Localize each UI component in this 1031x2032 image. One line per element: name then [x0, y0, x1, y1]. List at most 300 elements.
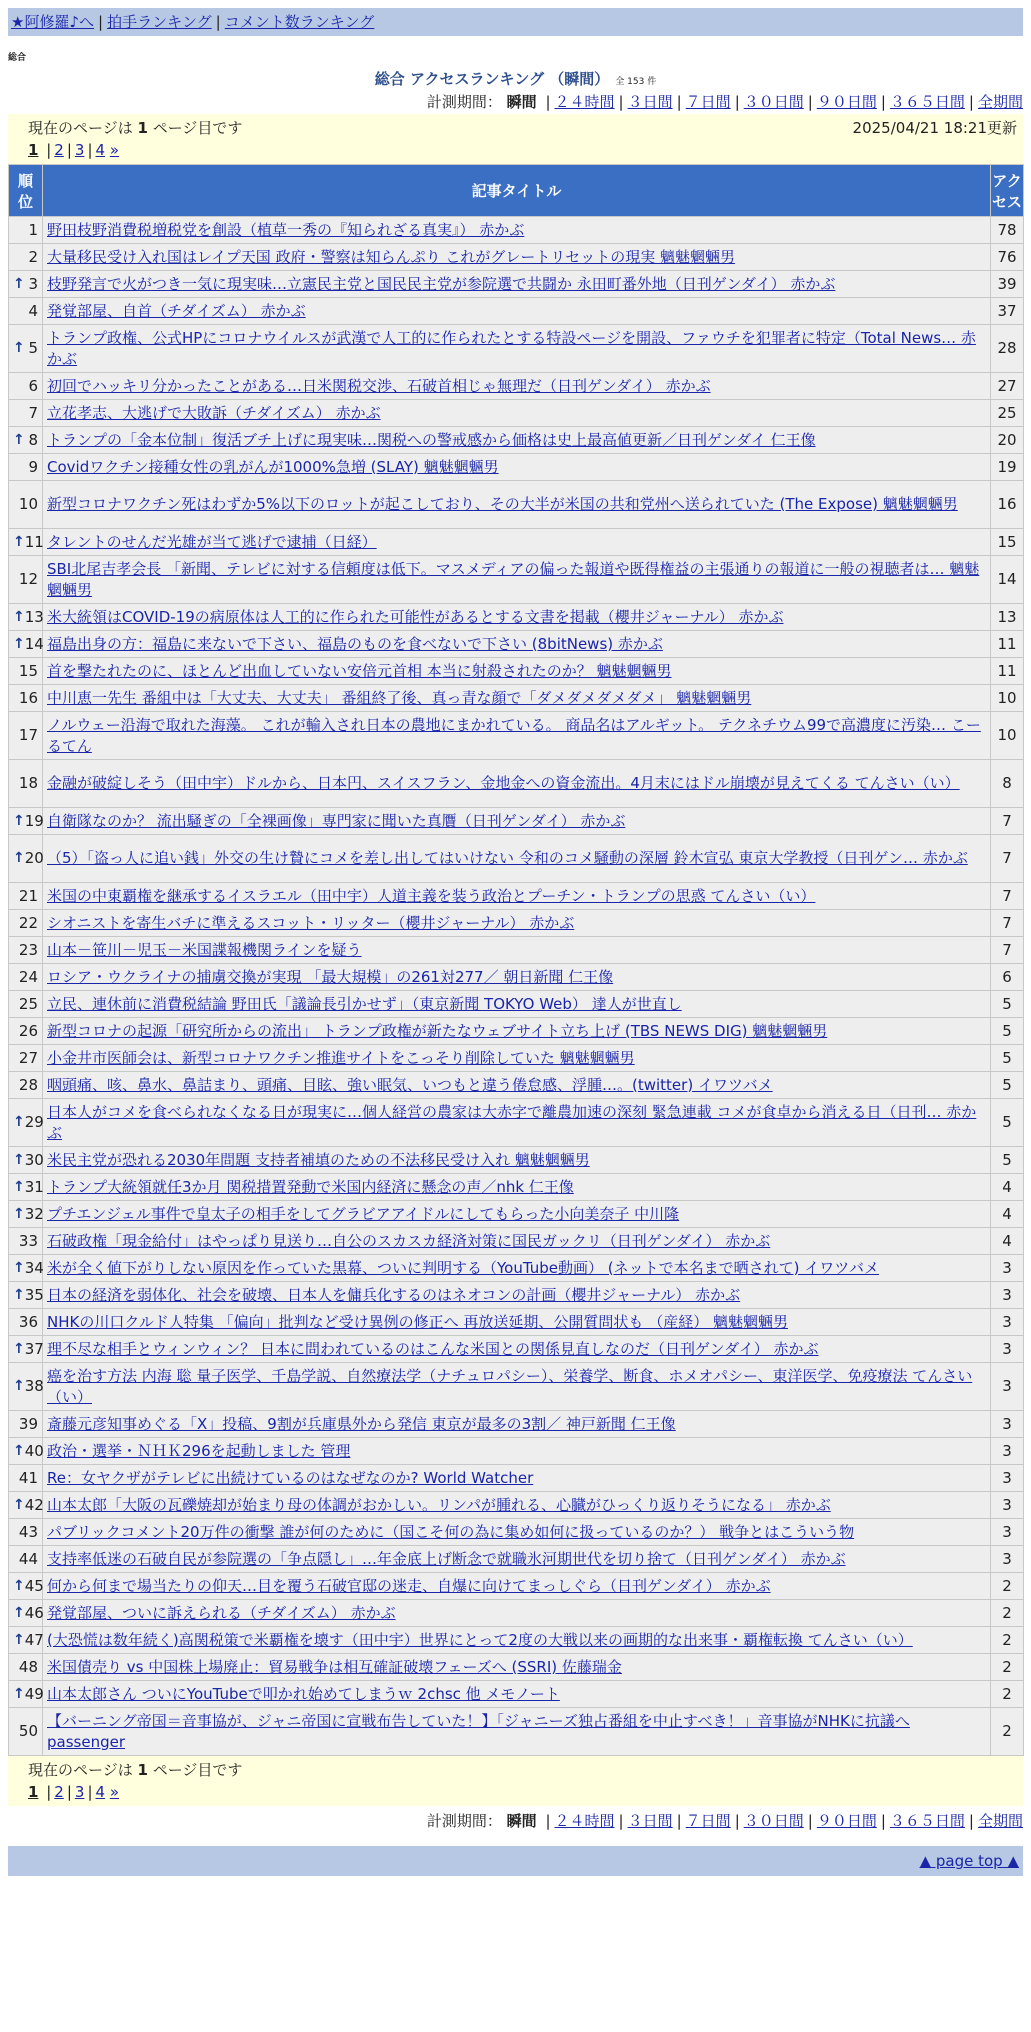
period-separator: | — [807, 1812, 813, 1830]
title-cell — [43, 1228, 991, 1255]
period-link[interactable]: ３０日間 — [743, 93, 804, 111]
updated-timestamp: 2025/04/21 18:21更新 — [852, 119, 1017, 137]
access-count: 4 — [991, 1174, 1024, 1201]
rank-cell — [9, 808, 43, 835]
table-row — [9, 883, 1024, 910]
article-link[interactable]: 日本人がコメを食べられなくなる日が現実に…個人経営の農家は大赤字で離農加速の深刻 緊急連載 コメが食卓から消える日（日刊… 赤かぶ — [47, 1102, 977, 1142]
title-cell — [43, 1654, 991, 1681]
rank-number: 26 — [18, 1021, 38, 1040]
article-link[interactable]: （5）「盗っ人に追い銭」外交の生け贄にコメを差し出してはいけない 令和のコメ騒動の深層 鈴木宣弘 東京大学教授（日刊ゲン… 赤かぶ — [47, 849, 968, 867]
period-separator: | — [676, 93, 682, 111]
title-cell — [43, 1018, 991, 1045]
rank-cell — [9, 1519, 43, 1546]
rank-cell — [9, 910, 43, 937]
article-link[interactable]: 立民、連休前に消費税結論 野田氏「議論長引かせず」（東京新聞 TOKYO Web） 達人が世直し — [47, 994, 682, 1013]
article-link[interactable]: 咽頭痛、咳、鼻水、鼻詰まり、頭痛、目眩、強い眠気、いつもと違う倦怠感、浮腫…。(twitter) イワツバメ — [47, 1075, 773, 1094]
title-cell — [43, 1627, 991, 1654]
period-link[interactable]: ２４時間 — [554, 1812, 615, 1830]
article-link[interactable]: 自衛隊なのか？ 流出騒ぎの「全裸画像」専門家に聞いた真贋（日刊ゲンダイ） 赤かぶ — [47, 811, 626, 830]
next-page-link[interactable]: » — [109, 1783, 120, 1801]
article-link[interactable]: 米民主党が恐れる2030年問題 支持者補填のための不法移民受け入れ 魑魅魍魎男 — [47, 1150, 590, 1169]
article-link[interactable]: NHKの川口クルド人特集 「偏向」批判など受け異例の修正へ 再放送延期、公開質問状も （産経） 魑魅魍魎男 — [47, 1312, 788, 1331]
access-count: 3 — [991, 1492, 1024, 1519]
article-link[interactable]: Covidワクチン接種女性の乳がんが1000%急増 (SLAY) 魑魅魍魎男 — [47, 457, 499, 476]
access-count: 2 — [991, 1708, 1024, 1756]
access-count: 4 — [991, 1228, 1024, 1255]
rank-up-arrow-icon: ↑ — [13, 340, 25, 356]
table-row — [9, 1363, 1024, 1411]
access-count: 2 — [991, 1627, 1024, 1654]
title-cell — [43, 835, 991, 883]
article-link[interactable]: 小金井市医師会は、新型コロナワクチン推進サイトをこっそり削除していた 魑魅魍魎男 — [47, 1048, 635, 1067]
period-link[interactable]: ２４時間 — [554, 93, 615, 111]
table-row — [9, 1147, 1024, 1174]
access-count: 10 — [991, 685, 1024, 712]
rank-number: 12 — [18, 570, 38, 588]
access-count: 2 — [991, 1600, 1024, 1627]
rank-number: 38 — [24, 1377, 44, 1395]
table-row — [9, 1708, 1024, 1756]
page-title: 総合 アクセスランキング （瞬間） — [374, 70, 610, 88]
rank-number: 34 — [24, 1258, 44, 1277]
period-link[interactable]: ３６５日間 — [889, 1812, 965, 1830]
rank-number: 49 — [24, 1684, 44, 1703]
article-link[interactable]: 発覚部屋、自首（チダイズム） 赤かぶ — [47, 301, 306, 320]
rank-cell — [9, 1681, 43, 1708]
page-link[interactable]: 3 — [74, 141, 85, 159]
rank-up-arrow-icon: ↑ — [13, 431, 25, 448]
access-count: 3 — [991, 1546, 1024, 1573]
access-count: 3 — [991, 1255, 1024, 1282]
page-separator: | — [87, 141, 93, 159]
title-cell — [43, 631, 991, 658]
article-link[interactable]: ノルウェー沿海で取れた海藻。 これが輸入され日本の農地にまかれている。 商品名はアルギット。 テクネチウム99で高濃度に汚染… こーるてん — [47, 715, 981, 755]
table-row — [9, 1255, 1024, 1282]
rank-number: 25 — [18, 994, 38, 1013]
article-link[interactable]: トランプ大統領就任3か月 関税措置発動で米国内経済に懸念の声／nhk 仁王像 — [47, 1177, 574, 1196]
table-row — [9, 1228, 1024, 1255]
rank-cell — [9, 1438, 43, 1465]
period-separator: | — [618, 93, 624, 111]
rank-cell — [9, 1174, 43, 1201]
category-label: 総合 — [8, 53, 27, 63]
rank-cell — [9, 244, 43, 271]
period-selector-bottom — [8, 1808, 1023, 1834]
rank-cell — [9, 1600, 43, 1627]
table-row — [9, 1018, 1024, 1045]
title-cell — [43, 910, 991, 937]
table-row — [9, 1438, 1024, 1465]
access-count: 39 — [991, 271, 1024, 298]
rank-cell — [9, 271, 43, 298]
rank-cell — [9, 1363, 43, 1411]
rank-number: 18 — [18, 774, 38, 792]
article-link[interactable]: 初回でハッキリ分かったことがある…日米関税交渉、石破首相じゃ無理だ（日刊ゲンダイ） 赤かぶ — [47, 376, 711, 395]
rank-cell — [9, 760, 43, 808]
table-row — [9, 604, 1024, 631]
title-cell — [43, 1519, 991, 1546]
rank-cell — [9, 427, 43, 454]
period-separator: | — [618, 1812, 624, 1830]
table-row — [9, 1600, 1024, 1627]
table-row — [9, 1573, 1024, 1600]
title-cell — [43, 1600, 991, 1627]
rank-up-arrow-icon: ↑ — [13, 1114, 25, 1130]
rank-number: 27 — [18, 1048, 38, 1067]
rank-number: 43 — [18, 1522, 38, 1541]
title-cell — [43, 481, 991, 529]
title-cell — [43, 1147, 991, 1174]
period-link[interactable]: 全期間 — [977, 1812, 1023, 1830]
access-count: 6 — [991, 964, 1024, 991]
title-cell — [43, 658, 991, 685]
rank-cell — [9, 1228, 43, 1255]
rank-cell — [9, 325, 43, 373]
article-link[interactable]: トランプの「金本位制」復活ブチ上げに現実味…関税への警戒感から価格は史上最高値更新／日刊ゲンダイ 仁王像 — [47, 430, 816, 449]
table-row — [9, 1681, 1024, 1708]
pagination — [28, 1781, 1017, 1803]
period-link[interactable]: ９０日間 — [816, 1812, 877, 1830]
rank-column-header: 順 位 — [9, 165, 43, 217]
page-link[interactable]: 4 — [95, 141, 106, 159]
rank-up-arrow-icon: ↑ — [13, 1259, 25, 1276]
period-separator: | — [676, 1812, 682, 1830]
rank-number: 9 — [28, 457, 38, 476]
access-count: 28 — [991, 325, 1024, 373]
rank-cell — [9, 631, 43, 658]
rank-number: 46 — [24, 1603, 44, 1622]
page-top-link[interactable]: ▲ page top ▲ — [919, 1852, 1019, 1870]
access-count: 11 — [991, 631, 1024, 658]
article-link[interactable]: 中川恵一先生 番組中は「大丈夫、大丈夫」 番組終了後、真っ青な顔で「ダメダメダメダメ」 魑魅魍魎男 — [47, 688, 752, 707]
title-cell — [43, 1465, 991, 1492]
title-cell — [43, 1411, 991, 1438]
access-count: 5 — [991, 1099, 1024, 1147]
article-link[interactable]: タレントのせんだ光雄が当て逃げで逮捕（日経） — [47, 532, 377, 551]
article-link[interactable]: 新型コロナワクチン死はわずか5%以下のロットが起こしており、その大半が米国の共和党州へ送られていた (The Expose) 魑魅魍魎男 — [47, 495, 958, 513]
article-link[interactable]: 政治・選挙・ＮＨＫ296を起動しました 管理 — [47, 1441, 351, 1460]
rank-cell — [9, 1072, 43, 1099]
rank-cell — [9, 400, 43, 427]
article-link[interactable]: SBI北尾吉孝会長 「新聞、テレビに対する信頼度は低下。マスメディアの偏った報道や既得権益の主張通りの報道に一般の視聴者は… 魑魅魍魎男 — [47, 559, 980, 599]
rank-cell — [9, 1201, 43, 1228]
rank-number: 20 — [24, 849, 44, 867]
title-cell — [43, 271, 991, 298]
article-link[interactable]: 米が全く値下がりしない原因を作っていた黒幕、ついに判明する（YouTube動画） (ネットで本名まで晒されて) イワツバメ — [47, 1258, 879, 1277]
table-row — [9, 400, 1024, 427]
rank-up-arrow-icon: ↑ — [13, 1286, 25, 1303]
table-row — [9, 244, 1024, 271]
access-count: 3 — [991, 1411, 1024, 1438]
rank-cell — [9, 529, 43, 556]
rank-cell — [9, 373, 43, 400]
access-count: 14 — [991, 556, 1024, 604]
article-link[interactable]: 野田枝野消費税増税党を創設（植草一秀の『知られざる真実』） 赤かぶ — [47, 220, 525, 239]
title-cell — [43, 1099, 991, 1147]
pager-bottom — [8, 1756, 1023, 1806]
period-link[interactable]: ３日間 — [627, 1812, 673, 1830]
article-link[interactable]: 斎藤元彦知事めぐる「X」投稿、9割が兵庫県外から発信 東京が最多の3割／ 神戸新聞 仁王像 — [47, 1414, 676, 1433]
title-cell — [43, 1255, 991, 1282]
table-row — [9, 1336, 1024, 1363]
access-count: 3 — [991, 1282, 1024, 1309]
rank-cell — [9, 1546, 43, 1573]
article-link[interactable]: 新型コロナの起源「研究所からの流出」 トランプ政権が新たなウェブサイト立ち上げ (TBS NEWS DIG) 魑魅魍魎男 — [47, 1021, 828, 1040]
table-row — [9, 964, 1024, 991]
period-link[interactable]: ３６５日間 — [889, 93, 965, 111]
table-row — [9, 1072, 1024, 1099]
access-count: 8 — [991, 760, 1024, 808]
period-separator: | — [807, 93, 813, 111]
rank-number: 36 — [18, 1312, 38, 1331]
access-count: 4 — [991, 1201, 1024, 1228]
page-separator: | — [46, 1783, 52, 1801]
access-count: 5 — [991, 991, 1024, 1018]
rank-cell — [9, 1147, 43, 1174]
table-row — [9, 427, 1024, 454]
article-link[interactable]: 山本太郎さん ついにYouTubeで叩かれ始めてしまうｗ 2chsc 他 メモノート — [47, 1684, 560, 1703]
table-row — [9, 1654, 1024, 1681]
period-link[interactable]: 全期間 — [977, 93, 1023, 111]
article-link[interactable]: 癌を治す方法 内海 聡 量子医学、千島学説、自然療法学（ナチュロパシー）、栄養学、断食、ホメオパシー、東洋医学、免疫療法 てんさい（い） — [47, 1366, 973, 1406]
top-nav — [8, 8, 1023, 36]
period-link[interactable]: ３日間 — [627, 93, 673, 111]
access-count: 3 — [991, 1336, 1024, 1363]
article-link[interactable]: 米大統領はCOVID-19の病原体は人工的に作られた可能性があるとする文書を掲載（櫻井ジャーナル） 赤かぶ — [47, 607, 784, 626]
rank-cell — [9, 1099, 43, 1147]
page-separator: | — [46, 141, 52, 159]
rank-cell — [9, 481, 43, 529]
rank-number: 5 — [28, 339, 38, 357]
table-row — [9, 1465, 1024, 1492]
ranking-heading — [8, 68, 1023, 90]
rank-cell — [9, 658, 43, 685]
ranking-table — [8, 164, 1024, 1756]
page-link[interactable]: 4 — [95, 1783, 106, 1801]
page-link[interactable]: 2 — [54, 141, 64, 159]
access-count: 2 — [991, 1654, 1024, 1681]
access-count: 78 — [991, 217, 1024, 244]
title-cell — [43, 1438, 991, 1465]
rank-up-arrow-icon: ↑ — [13, 533, 25, 550]
next-page-link[interactable]: » — [109, 141, 120, 159]
footer-bar — [8, 1846, 1023, 1876]
period-selector-top — [8, 90, 1023, 114]
rank-up-arrow-icon: ↑ — [13, 1378, 25, 1394]
article-link[interactable]: シオニストを寄生バチに準えるスコット・リッター（櫻井ジャーナル） 赤かぶ — [47, 913, 575, 932]
rank-cell — [9, 1282, 43, 1309]
rank-up-arrow-icon: ↑ — [13, 608, 25, 625]
access-count: 20 — [991, 427, 1024, 454]
rank-number: 24 — [18, 967, 38, 986]
article-link[interactable]: 枝野発言で火がつき一気に現実味…立憲民主党と国民民主党が参院選で共闘か 永田町番外地（日刊ゲンダイ） 赤かぶ — [47, 274, 836, 293]
rank-cell — [9, 883, 43, 910]
rank-number: 37 — [24, 1339, 44, 1358]
rank-cell — [9, 1492, 43, 1519]
rank-number: 4 — [28, 301, 38, 320]
table-row — [9, 271, 1024, 298]
title-cell — [43, 1363, 991, 1411]
nav-link-applause-ranking[interactable]: 拍手ランキング — [107, 13, 212, 31]
rank-up-arrow-icon: ↑ — [13, 1577, 25, 1594]
access-count: 3 — [991, 1465, 1024, 1492]
title-cell — [43, 373, 991, 400]
nav-link-comment-ranking[interactable]: コメント数ランキング — [224, 13, 375, 31]
rank-cell — [9, 1465, 43, 1492]
rank-up-arrow-icon: ↑ — [13, 850, 25, 866]
rank-cell — [9, 685, 43, 712]
article-link[interactable]: 【バーニング帝国＝音事協が、ジャニ帝国に宣戦布告していた！】「ジャニーズ独占番組を中止すべき！」音事協がNHKに抗議へ passenger — [47, 1711, 910, 1751]
title-cell — [43, 1282, 991, 1309]
rank-up-arrow-icon: ↑ — [13, 1151, 25, 1168]
period-link[interactable]: ３０日間 — [743, 1812, 804, 1830]
table-row — [9, 835, 1024, 883]
page-separator: | — [66, 141, 72, 159]
access-column-header: アク セス — [991, 165, 1024, 217]
article-link[interactable]: 大量移民受け入れ国はレイプ天国 政府・警察は知らんぷり これがグレートリセットの現実 魑魅魍魎男 — [47, 247, 735, 266]
rank-number: 10 — [18, 495, 38, 513]
title-cell — [43, 298, 991, 325]
rank-cell — [9, 1654, 43, 1681]
rank-number: 14 — [24, 634, 44, 653]
article-link[interactable]: 理不尽な相手とウィンウィン？ 日本に問われているのはこんな米国との関係見直しなのだ（日刊ゲンダイ） 赤かぶ — [47, 1339, 819, 1358]
page-link[interactable]: 3 — [74, 1783, 85, 1801]
rank-cell — [9, 1045, 43, 1072]
table-row — [9, 1519, 1024, 1546]
article-link[interactable]: 日本の経済を弱体化、社会を破壊、日本人を傭兵化するのはネオコンの計画（櫻井ジャーナル） 赤かぶ — [47, 1285, 741, 1304]
article-link[interactable]: 石破政権「現金給付」はやっぱり見送り…自公のスカスカ経済対策に国民ガックリ（日刊ゲンダイ） 赤かぶ — [47, 1231, 771, 1250]
rank-cell — [9, 1255, 43, 1282]
article-link[interactable]: 立花孝志、大逃げで大敗訴（チダイズム） 赤かぶ — [47, 403, 381, 422]
table-row — [9, 1201, 1024, 1228]
period-separator: | — [734, 93, 740, 111]
article-link[interactable]: 何から何まで場当たりの仰天…目を覆う石破官邸の迷走、自爆に向けてまっしぐら（日刊ゲンダイ） 赤かぶ — [47, 1576, 771, 1595]
access-count: 10 — [991, 712, 1024, 760]
table-row — [9, 481, 1024, 529]
period-link[interactable]: ９０日間 — [816, 93, 877, 111]
table-row — [9, 1174, 1024, 1201]
table-row — [9, 631, 1024, 658]
title-cell — [43, 1045, 991, 1072]
period-current: 瞬間 — [506, 93, 537, 111]
total-count: 全 153 件 — [615, 77, 657, 87]
article-link[interactable]: パブリックコメント20万件の衝撃 誰が何のために（国こそ何の為に集め如何に扱っているのか？） 戦争とはこういう物 — [47, 1522, 855, 1541]
table-row — [9, 325, 1024, 373]
rank-cell — [9, 1708, 43, 1756]
rank-number: 11 — [24, 532, 44, 551]
table-row — [9, 937, 1024, 964]
table-row — [9, 529, 1024, 556]
rank-up-arrow-icon: ↑ — [13, 1685, 25, 1702]
rank-cell — [9, 1627, 43, 1654]
article-link[interactable]: ロシア・ウクライナの捕虜交換が実現 「最大規模」の261対277／ 朝日新聞 仁王像 — [47, 967, 614, 986]
article-link[interactable]: 山本太郎「大阪の瓦礫焼却が始まり母の体調がおかしい。リンパが腫れる、心臓がひっくり返りそうになる」 赤かぶ — [47, 1495, 831, 1514]
title-cell — [43, 1309, 991, 1336]
table-row — [9, 298, 1024, 325]
period-separator: | — [880, 1812, 886, 1830]
access-count: 25 — [991, 400, 1024, 427]
title-cell — [43, 604, 991, 631]
rank-cell — [9, 556, 43, 604]
table-row — [9, 808, 1024, 835]
rank-number: 16 — [18, 688, 38, 707]
title-cell — [43, 556, 991, 604]
period-label: 計測期間： — [426, 93, 502, 111]
article-link[interactable]: トランプ政権、公式HPにコロナウイルスが武漢で人工的に作られたとする特設ページを開設、ファウチを犯罪者に特定（Total News… 赤かぶ — [47, 328, 976, 368]
period-label: 計測期間： — [426, 1812, 502, 1830]
article-link[interactable]: 米国債売り vs 中国株上場廃止：貿易戦争は相互確証破壊フェーズへ (SSRI) 佐藤瑞金 — [47, 1657, 622, 1676]
article-link[interactable]: 首を撃たれたのに、ほとんど出血していない安倍元首相 本当に射殺されたのか？ 魑魅魍魎男 — [47, 661, 672, 680]
nav-link-asyura-home[interactable]: ★阿修羅♪へ — [11, 13, 95, 31]
table-row — [9, 1099, 1024, 1147]
article-link[interactable]: Re：女ヤクザがテレビに出続けているのはなぜなのか? World Watcher — [47, 1468, 534, 1487]
rank-number: 17 — [18, 726, 38, 744]
table-row — [9, 217, 1024, 244]
access-count: 15 — [991, 529, 1024, 556]
access-count: 7 — [991, 835, 1024, 883]
rank-up-arrow-icon: ↑ — [13, 1442, 25, 1459]
rank-number: 15 — [18, 661, 38, 680]
article-link[interactable]: 福島出身の方：福島に来ないで下さい、福島のものを食べないで下さい (8bitNews) 赤かぶ — [47, 634, 663, 653]
table-row — [9, 991, 1024, 1018]
rank-number: 2 — [28, 247, 38, 266]
title-cell — [43, 685, 991, 712]
rank-number: 3 — [28, 274, 38, 293]
period-link[interactable]: ７日間 — [685, 1812, 731, 1830]
nav-separator: | — [98, 13, 104, 31]
rank-number: 1 — [28, 220, 38, 239]
access-count: 5 — [991, 1147, 1024, 1174]
rank-number: 13 — [24, 607, 44, 626]
rank-cell — [9, 454, 43, 481]
page-link[interactable]: 2 — [54, 1783, 64, 1801]
article-link[interactable]: (大恐慌は数年続く)高関税策で米覇権を壊す（田中宇）世界にとって2度の大戦以来の画期的な出来事・覇権転換 てんさい（い） — [47, 1630, 913, 1649]
rank-number: 21 — [18, 886, 38, 905]
article-link[interactable]: 米国の中東覇権を継承するイスラエル（田中宇）人道主義を装う政治とプーチン・トランプの思惑 てんさい（い） — [47, 886, 816, 905]
pagination — [28, 139, 1017, 161]
title-cell — [43, 454, 991, 481]
title-cell — [43, 400, 991, 427]
table-row — [9, 910, 1024, 937]
rank-number: 44 — [18, 1549, 38, 1568]
rank-cell — [9, 298, 43, 325]
rank-number: 39 — [18, 1414, 38, 1433]
rank-number: 29 — [24, 1113, 44, 1131]
title-cell — [43, 427, 991, 454]
article-link[interactable]: 発覚部屋、ついに訴えられる（チダイズム） 赤かぶ — [47, 1603, 396, 1622]
article-link[interactable]: プチエンジェル事件で皇太子の相手をしてグラビアアイドルにしてもらった小向美奈子 中川隆 — [47, 1204, 680, 1223]
title-cell — [43, 1072, 991, 1099]
title-cell — [43, 964, 991, 991]
title-cell — [43, 1201, 991, 1228]
rank-up-arrow-icon: ↑ — [13, 1631, 25, 1648]
title-cell — [43, 1546, 991, 1573]
pager-top — [8, 114, 1023, 164]
rank-cell — [9, 604, 43, 631]
page-separator: | — [87, 1783, 93, 1801]
period-separator: | — [880, 93, 886, 111]
article-link[interactable]: 山本－笹川－児玉－米国諜報機関ラインを疑う — [47, 940, 362, 959]
access-count: 7 — [991, 937, 1024, 964]
rank-number: 42 — [24, 1495, 44, 1514]
access-count: 37 — [991, 298, 1024, 325]
article-link[interactable]: 支持率低迷の石破自民が参院選の「争点隠し」…年金底上げ断念で就職氷河期世代を切り捨て（日刊ゲンダイ） 赤かぶ — [47, 1549, 846, 1568]
title-cell — [43, 244, 991, 271]
article-link[interactable]: 金融が破綻しそう（田中宇）ドルから、日本円、スイスフラン、金地金への資金流出。4月末にはドル崩壊が見えてくる てんさい（い） — [47, 774, 960, 792]
rank-number: 32 — [24, 1204, 44, 1223]
period-link[interactable]: ７日間 — [685, 93, 731, 111]
rank-up-arrow-icon: ↑ — [13, 1496, 25, 1513]
